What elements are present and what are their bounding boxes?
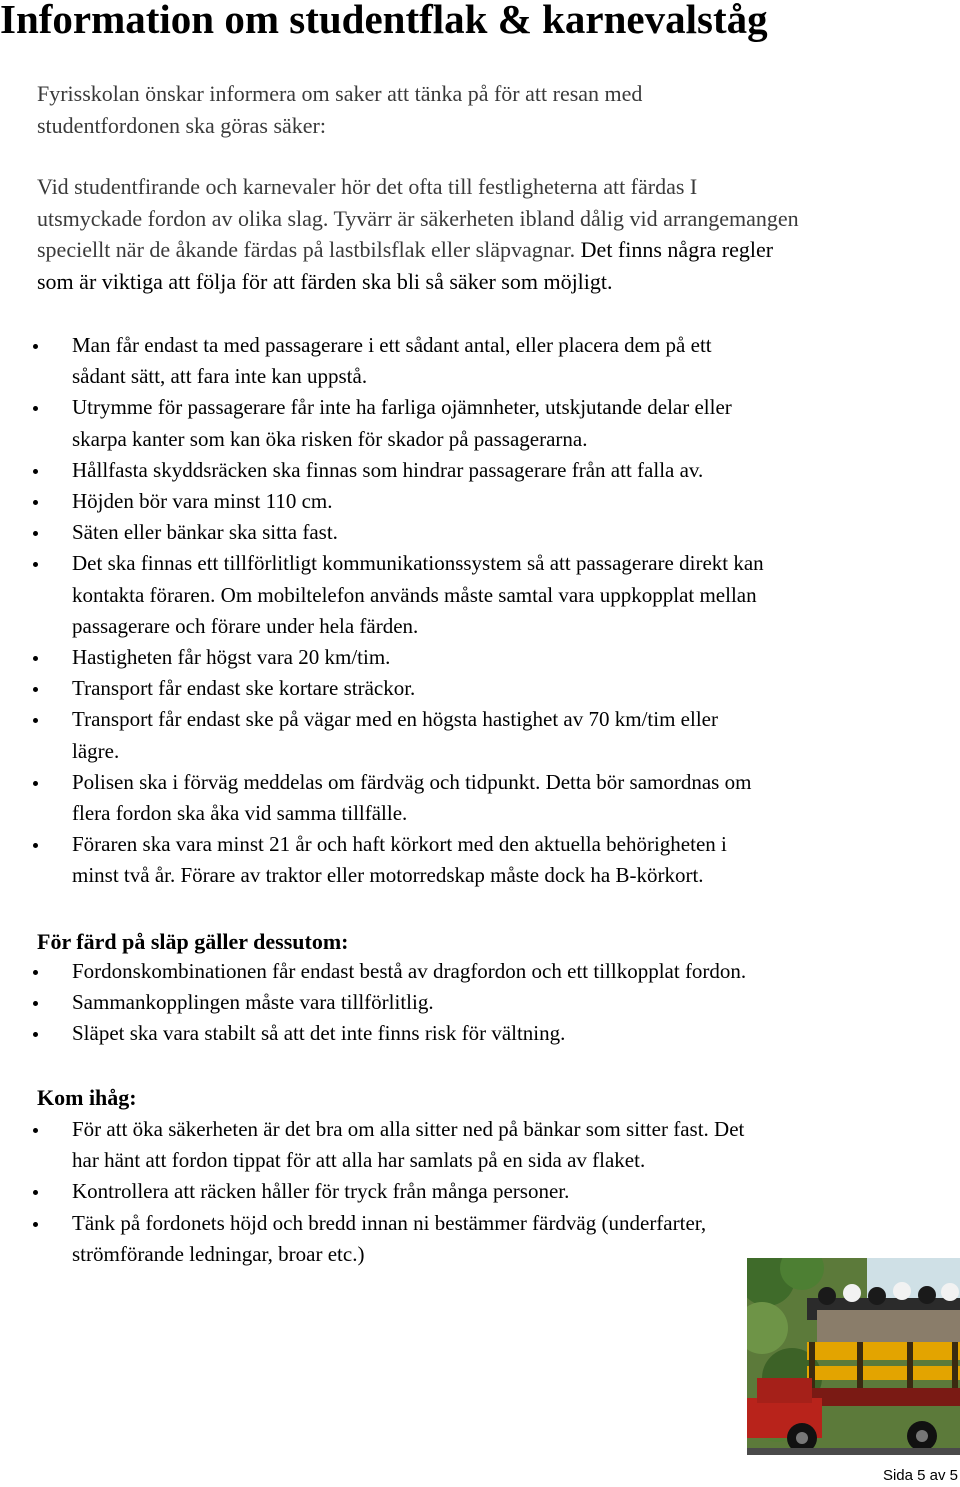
list-item <box>0 517 960 548</box>
page-number: Sida 5 av 5 <box>882 1467 958 1484</box>
list-item-text: Fordonskombinationen får endast bestå av dragfordon och ett tillkopplat fordon. <box>72 959 747 983</box>
list-item-text: Hållfasta skyddsräcken ska finnas som hindrar passagerare från att falla av. <box>72 457 704 482</box>
list-item-text: sådant sätt, att fara inte kan uppstå. <box>72 364 368 389</box>
list-item <box>0 987 960 1018</box>
intro-line: utsmyckade fordon av olika slag. Tyvärr är säkerheten ibland dålig vid arrangemangen <box>37 205 799 231</box>
list-item-text: Föraren ska vara minst 21 år och haft körkort med den aktuella behörigheten i <box>72 832 727 857</box>
list-item-text: passagerare och förare under hela färden. <box>72 613 419 638</box>
list-item-text: kontakta föraren. Om mobiltelefon används måste samtal vara uppkopplat mellan <box>72 582 757 607</box>
list-item <box>0 455 960 486</box>
list-item <box>0 1018 960 1049</box>
list-item-text: lägre. <box>72 738 120 763</box>
list-item-text: Tänk på fordonets höjd och bredd innan ni bestämmer färdväg (underfarter, <box>72 1210 707 1235</box>
list-item-text: Utrymme för passagerare får inte ha farliga ojämnheter, utskjutande delar eller <box>72 395 732 420</box>
intro-line: studentfordonen ska göras säker: <box>37 112 326 138</box>
student-truck-photo <box>747 1258 960 1455</box>
bullet-icon <box>33 1190 38 1195</box>
bullet-icon <box>33 1222 38 1227</box>
trailer-heading: För färd på släp gäller dessutom: <box>37 929 349 954</box>
remember-heading: Kom ihåg: <box>37 1085 137 1110</box>
list-item-text: Kontrollera att räcken håller för tryck från många personer. <box>72 1179 570 1204</box>
list-item <box>0 486 960 517</box>
intro-line: som är viktiga att följa för att färden ska bli så säker som möjligt. <box>37 268 613 294</box>
bullet-icon <box>33 406 38 411</box>
list-item <box>0 1176 960 1207</box>
bullet-icon <box>33 469 38 474</box>
list-item-text: Det ska finnas ett tillförlitligt kommunikationssystem så att passagerare direkt kan <box>72 551 764 576</box>
rules-list <box>0 330 960 892</box>
bullet-icon <box>33 656 38 661</box>
bullet-icon <box>33 718 38 723</box>
list-item-text: Man får endast ta med passagerare i ett sådant antal, eller placera dem på ett <box>72 333 712 357</box>
list-item-text: Sammankopplingen måste vara tillförlitlig. <box>72 990 434 1015</box>
bullet-icon <box>33 1032 38 1037</box>
bullet-icon <box>33 531 38 536</box>
bullet-icon <box>33 1128 38 1133</box>
list-item <box>0 642 960 673</box>
intro-line: speciellt när de åkande färdas på lastbilsflak eller släpvagnar. Det finns några regler <box>37 237 774 262</box>
bullet-icon <box>33 500 38 505</box>
bullet-icon <box>33 781 38 786</box>
list-item <box>0 829 960 891</box>
bullet-icon <box>33 687 38 692</box>
list-item-text: Polisen ska i förväg meddelas om färdväg och tidpunkt. Detta bör samordnas om <box>72 769 752 794</box>
list-item <box>0 392 960 454</box>
page-title: Information om studentflak & karnevalståg <box>0 0 768 42</box>
list-item-text: Transport får endast ske på vägar med en högsta hastighet av 70 km/tim eller <box>72 707 718 732</box>
list-item <box>0 548 960 642</box>
list-item <box>0 956 960 987</box>
list-item-text: För att öka säkerheten är det bra om alla sitter ned på bänkar som sitter fast. Det <box>72 1117 745 1141</box>
bullet-icon <box>33 1001 38 1006</box>
list-item-text: Transport får endast ske kortare sträckor. <box>72 676 416 701</box>
bullet-icon <box>33 843 38 848</box>
list-item <box>0 330 960 392</box>
list-item-text: skarpa kanter som kan öka risken för skador på passagerarna. <box>72 426 588 451</box>
list-item-text: Säten eller bänkar ska sitta fast. <box>72 520 338 545</box>
intro-paragraph-2 <box>37 171 960 297</box>
list-item <box>0 704 960 766</box>
intro-line: Fyrisskolan önskar informera om saker att tänka på för att resan med <box>37 81 643 106</box>
trailer-list <box>0 956 960 1050</box>
list-item-text: Släpet ska vara stabilt så att det inte finns risk för vältning. <box>72 1021 566 1046</box>
list-item <box>0 1114 960 1176</box>
bullet-icon <box>33 344 38 349</box>
list-item-text: minst två år. Förare av traktor eller motorredskap måste dock ha B-körkort. <box>72 863 704 888</box>
list-item <box>0 767 960 829</box>
list-item <box>0 673 960 704</box>
bullet-icon <box>33 562 38 567</box>
bullet-icon <box>33 970 38 975</box>
remember-list <box>0 1114 960 1270</box>
list-item-text: har hänt att fordon tippat för att alla har samlats på en sida av flaket. <box>72 1148 646 1173</box>
intro-paragraph-1 <box>37 78 960 141</box>
list-item-text: Höjden bör vara minst 110 cm. <box>72 489 333 514</box>
list-item-text: Hastigheten får högst vara 20 km/tim. <box>72 645 391 670</box>
list-item-text: strömförande ledningar, broar etc.) <box>72 1241 365 1266</box>
intro-line: Vid studentfirande och karnevaler hör det ofta till festligheterna att färdas I <box>37 174 698 199</box>
list-item-text: flera fordon ska åka vid samma tillfälle. <box>72 801 408 826</box>
